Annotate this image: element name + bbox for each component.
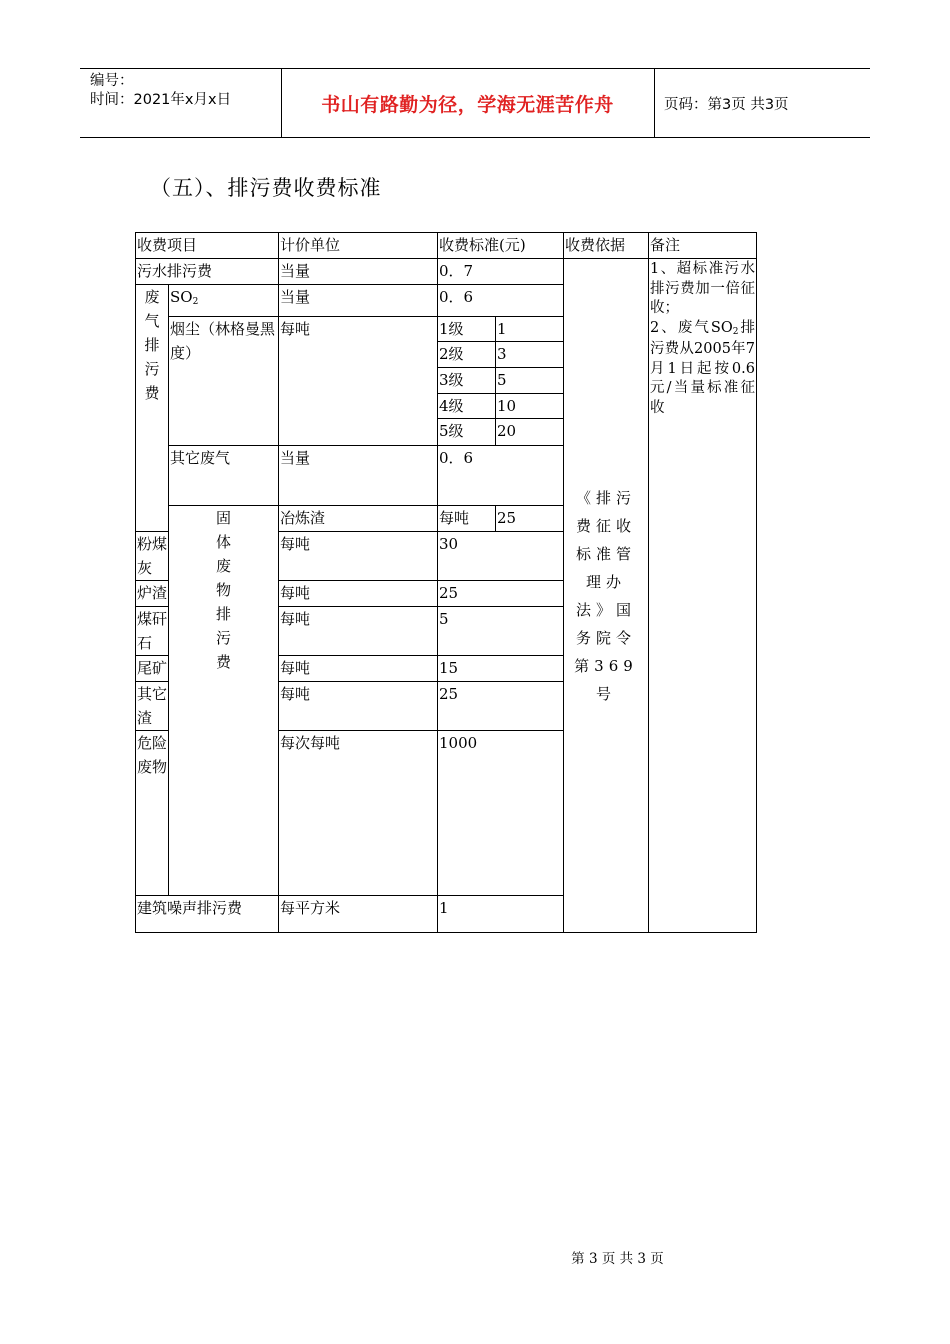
dust-rate: 20 [496, 419, 564, 446]
fee-table [135, 232, 757, 933]
page-header [80, 68, 870, 138]
solid-item: 危险废物 [136, 731, 169, 896]
header-motto: 书山有路勤为径，学海无涯苦作舟 [321, 93, 614, 116]
dust-grade: 1级 [438, 317, 496, 342]
header-page-number: 页码：第3页 共3页 [664, 96, 789, 113]
dust-rate: 1 [496, 317, 564, 342]
solid-rate: 25 [438, 682, 564, 731]
section-title: （五）、排污费收费标准 [150, 176, 382, 200]
noise-rate: 1 [438, 896, 564, 933]
sewage-unit: 当量 [279, 259, 438, 285]
solid-unit: 每吨 [438, 506, 496, 532]
dust-grade: 5级 [438, 419, 496, 446]
dust-rate: 10 [496, 394, 564, 419]
other-gas-item: 其它废气 [169, 446, 279, 506]
solid-unit: 每吨 [279, 656, 438, 682]
dust-grade: 3级 [438, 368, 496, 394]
date-label: 时间：2021年x月x日 [90, 92, 232, 108]
solid-item: 煤矸石 [136, 607, 169, 656]
solid-rate: 5 [438, 607, 564, 656]
solid-unit: 每吨 [279, 682, 438, 731]
dust-unit: 每吨 [279, 317, 438, 446]
header-meta [90, 72, 231, 110]
other-gas-rate: 0．6 [438, 446, 564, 506]
waste-gas-group-label: 废 气 排 污 费 [136, 285, 169, 532]
other-gas-unit: 当量 [279, 446, 438, 506]
dust-rate: 3 [496, 342, 564, 368]
noise-unit: 每平方米 [279, 896, 438, 933]
col-header-item: 收费项目 [136, 233, 279, 259]
solid-unit: 每吨 [279, 607, 438, 656]
dust-rate: 5 [496, 368, 564, 394]
col-header-remark: 备注 [649, 233, 757, 259]
table-row [136, 259, 757, 285]
solid-item: 冶炼渣 [279, 506, 438, 532]
so2-unit: 当量 [279, 285, 438, 317]
col-header-rate: 收费标准(元) [438, 233, 564, 259]
header-divider [654, 69, 655, 137]
solid-rate: 15 [438, 656, 564, 682]
solid-item: 粉煤灰 [136, 532, 169, 581]
solid-item: 尾矿 [136, 656, 169, 682]
fee-basis: 《排污费征收标准管理办法》国务院令第369号 [564, 259, 649, 933]
solid-rate: 25 [496, 506, 649, 532]
solid-waste-group-label: 固 体 废 物 排 污 费 [169, 506, 279, 896]
dust-grade: 2级 [438, 342, 496, 368]
page-footer: 第 3 页 共 3 页 [571, 1251, 664, 1267]
remark-line-1: 1、超标准污水排污费加一倍征收； [650, 261, 755, 316]
dust-item: 烟尘（林格曼黑度） [169, 317, 279, 446]
noise-item: 建筑噪声排污费 [136, 896, 279, 933]
table-header-row [136, 233, 757, 259]
sewage-item: 污水排污费 [136, 259, 279, 285]
sewage-rate: 0．7 [438, 259, 564, 285]
serial-label: 编号： [90, 73, 134, 89]
solid-item: 其它渣 [136, 682, 169, 731]
so2-item: $SO_2$ [169, 285, 279, 317]
solid-item: 炉渣 [136, 581, 169, 607]
solid-unit: 每吨 [279, 581, 438, 607]
remark-line-2: 2、废气$SO_2$排污费从2005年7月1日起按0.6元/当量标准征收 [650, 319, 756, 416]
solid-rate: 30 [438, 532, 564, 581]
solid-rate: 1000 [438, 731, 564, 896]
solid-unit: 每吨 [279, 532, 438, 581]
col-header-basis: 收费依据 [564, 233, 649, 259]
solid-rate: 25 [438, 581, 564, 607]
so2-rate: 0．6 [438, 285, 564, 317]
dust-grade: 4级 [438, 394, 496, 419]
solid-unit: 每次每吨 [279, 731, 438, 896]
fee-remarks [649, 259, 757, 933]
col-header-unit: 计价单位 [279, 233, 438, 259]
